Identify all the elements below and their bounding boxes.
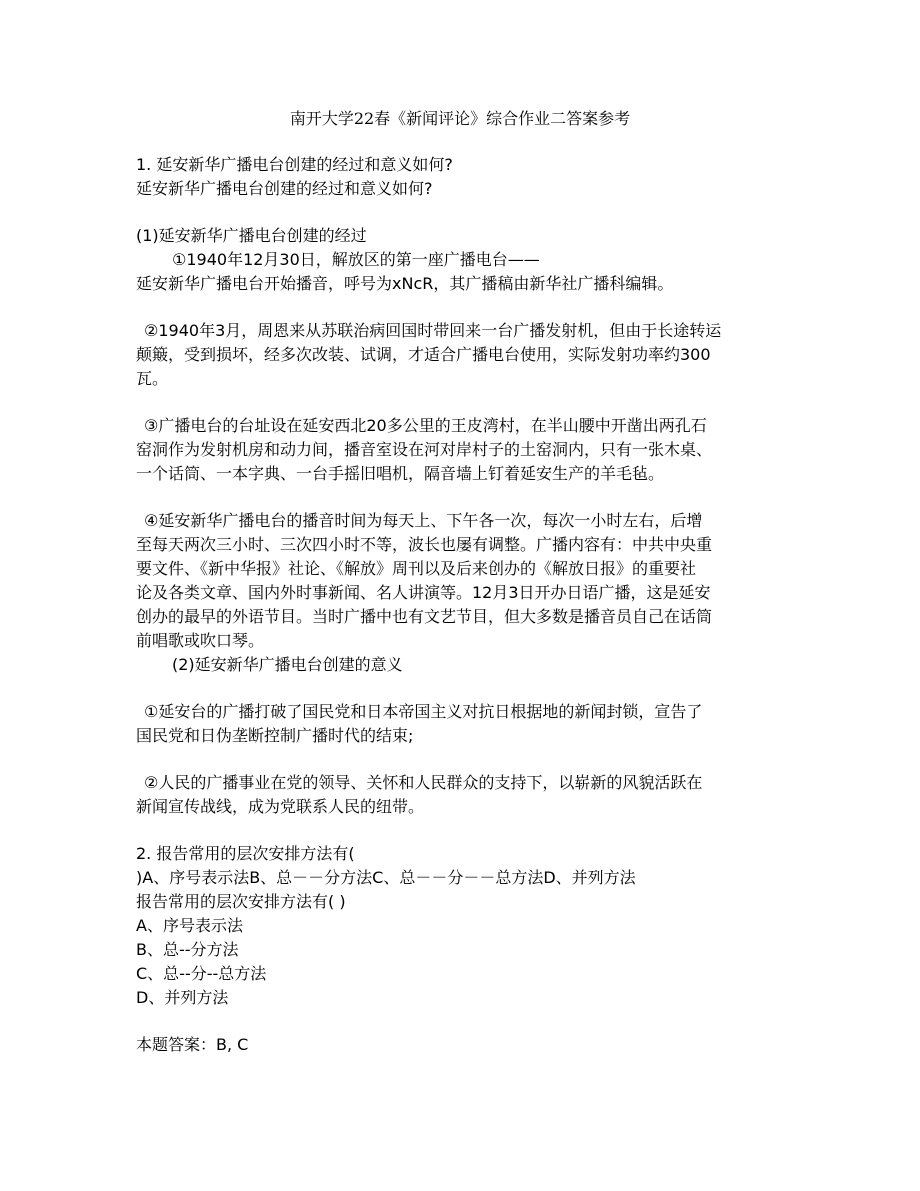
spacer (136, 391, 786, 414)
spacer (136, 819, 786, 842)
spacer (136, 677, 786, 700)
q1-paragraph-5-line: 国民党和日伪垄断控制广播时代的结束; (136, 726, 414, 745)
spacer (136, 296, 786, 319)
q1-paragraph-3-line: 窑洞作为发射机房和动力间，播音室设在河对岸村子的土窑洞内，只有一张木桌、 (136, 440, 713, 459)
q1-paragraph-4-line: 前唱歌或吹口琴。 (136, 631, 265, 650)
q1-subheading-1: (1)延安新华广播电台创建的经过 (136, 226, 367, 245)
spacer (136, 486, 786, 509)
question-1-heading: 1. 延安新华广播电台创建的经过和意义如何? (136, 155, 453, 174)
spacer (136, 748, 786, 771)
q1-paragraph-4-line: 要文件、《新中华报》社论、《解放》周刊以及后来创办的《解放日报》的重要社 (136, 559, 697, 578)
q1-paragraph-2-line: 颠簸，受到损坏，经多次改装、试调，才适合广播电台使用，实际发射功率约300 (136, 345, 711, 364)
question-2-heading-options: )A、序号表示法B、总－－分方法C、总－－分－－总方法D、并列方法 (136, 868, 636, 887)
q1-paragraph-4-line: 至每天两次三小时、三次四小时不等，波长也屡有调整。广播内容有：中共中央重 (136, 535, 713, 554)
q1-paragraph-1-line: ①1940年12月30日，解放区的第一座广播电台—— (172, 250, 540, 269)
q1-paragraph-6-line: 新闻宣传战线，成为党联系人民的纽带。 (136, 797, 425, 816)
question-2-heading: 2. 报告常用的层次安排方法有( (136, 844, 355, 863)
q1-paragraph-6-line: ②人民的广播事业在党的领导、关怀和人民群众的支持下，以崭新的风貌活跃在 (144, 773, 703, 792)
q1-paragraph-3-line: ③广播电台的台址设在延安西北20多公里的王皮湾村，在半山腰中开凿出两孔石 (144, 416, 707, 435)
spacer (136, 1010, 786, 1033)
q1-paragraph-2-line: ②1940年3月，周恩来从苏联治病回国时带回来一台广播发射机，但由于长途转运 (144, 321, 722, 340)
document-title: 南开大学22春《新闻评论》综合作业二答案参考 (289, 109, 631, 128)
option-c: C、总--分--总方法 (136, 964, 267, 983)
question-2-restated: 报告常用的层次安排方法有( ) (136, 892, 346, 911)
question-1-restated: 延安新华广播电台创建的经过和意义如何? (136, 179, 433, 198)
option-d: D、并列方法 (136, 988, 229, 1007)
q1-paragraph-5-line: ①延安台的广播打破了国民党和日本帝国主义对抗日根据地的新闻封锁，宣告了 (144, 702, 703, 721)
q1-paragraph-1-line: 延安新华广播电台开始播音，呼号为xNcR，其广播稿由新华社广播科编辑。 (136, 274, 674, 293)
q1-paragraph-2-line: 瓦。 (136, 369, 169, 388)
q1-subheading-2: (2)延安新华广播电台创建的意义 (172, 655, 403, 674)
q1-paragraph-4-line: 论及各类文章、国内外时事新闻、名人讲演等。12月3日开办日语广播，这是延安 (136, 583, 711, 602)
option-a: A、序号表示法 (136, 916, 243, 935)
answer-line: 本题答案：B, C (136, 1035, 249, 1054)
document-body (136, 153, 786, 1057)
q1-paragraph-4-line: ④延安新华广播电台的播音时间为每天上、下午各一次，每次一小时左右，后增 (144, 511, 703, 530)
q1-paragraph-4-line: 创办的最早的外语节目。当时广播中也有文艺节目，但大多数是播音员自己在话筒 (136, 607, 713, 626)
spacer (136, 201, 786, 224)
q1-paragraph-3-line: 一个话筒、一本字典、一台手摇旧唱机，隔音墙上钉着延安生产的羊毛毡。 (136, 464, 665, 483)
option-b: B、总--分方法 (136, 940, 239, 959)
